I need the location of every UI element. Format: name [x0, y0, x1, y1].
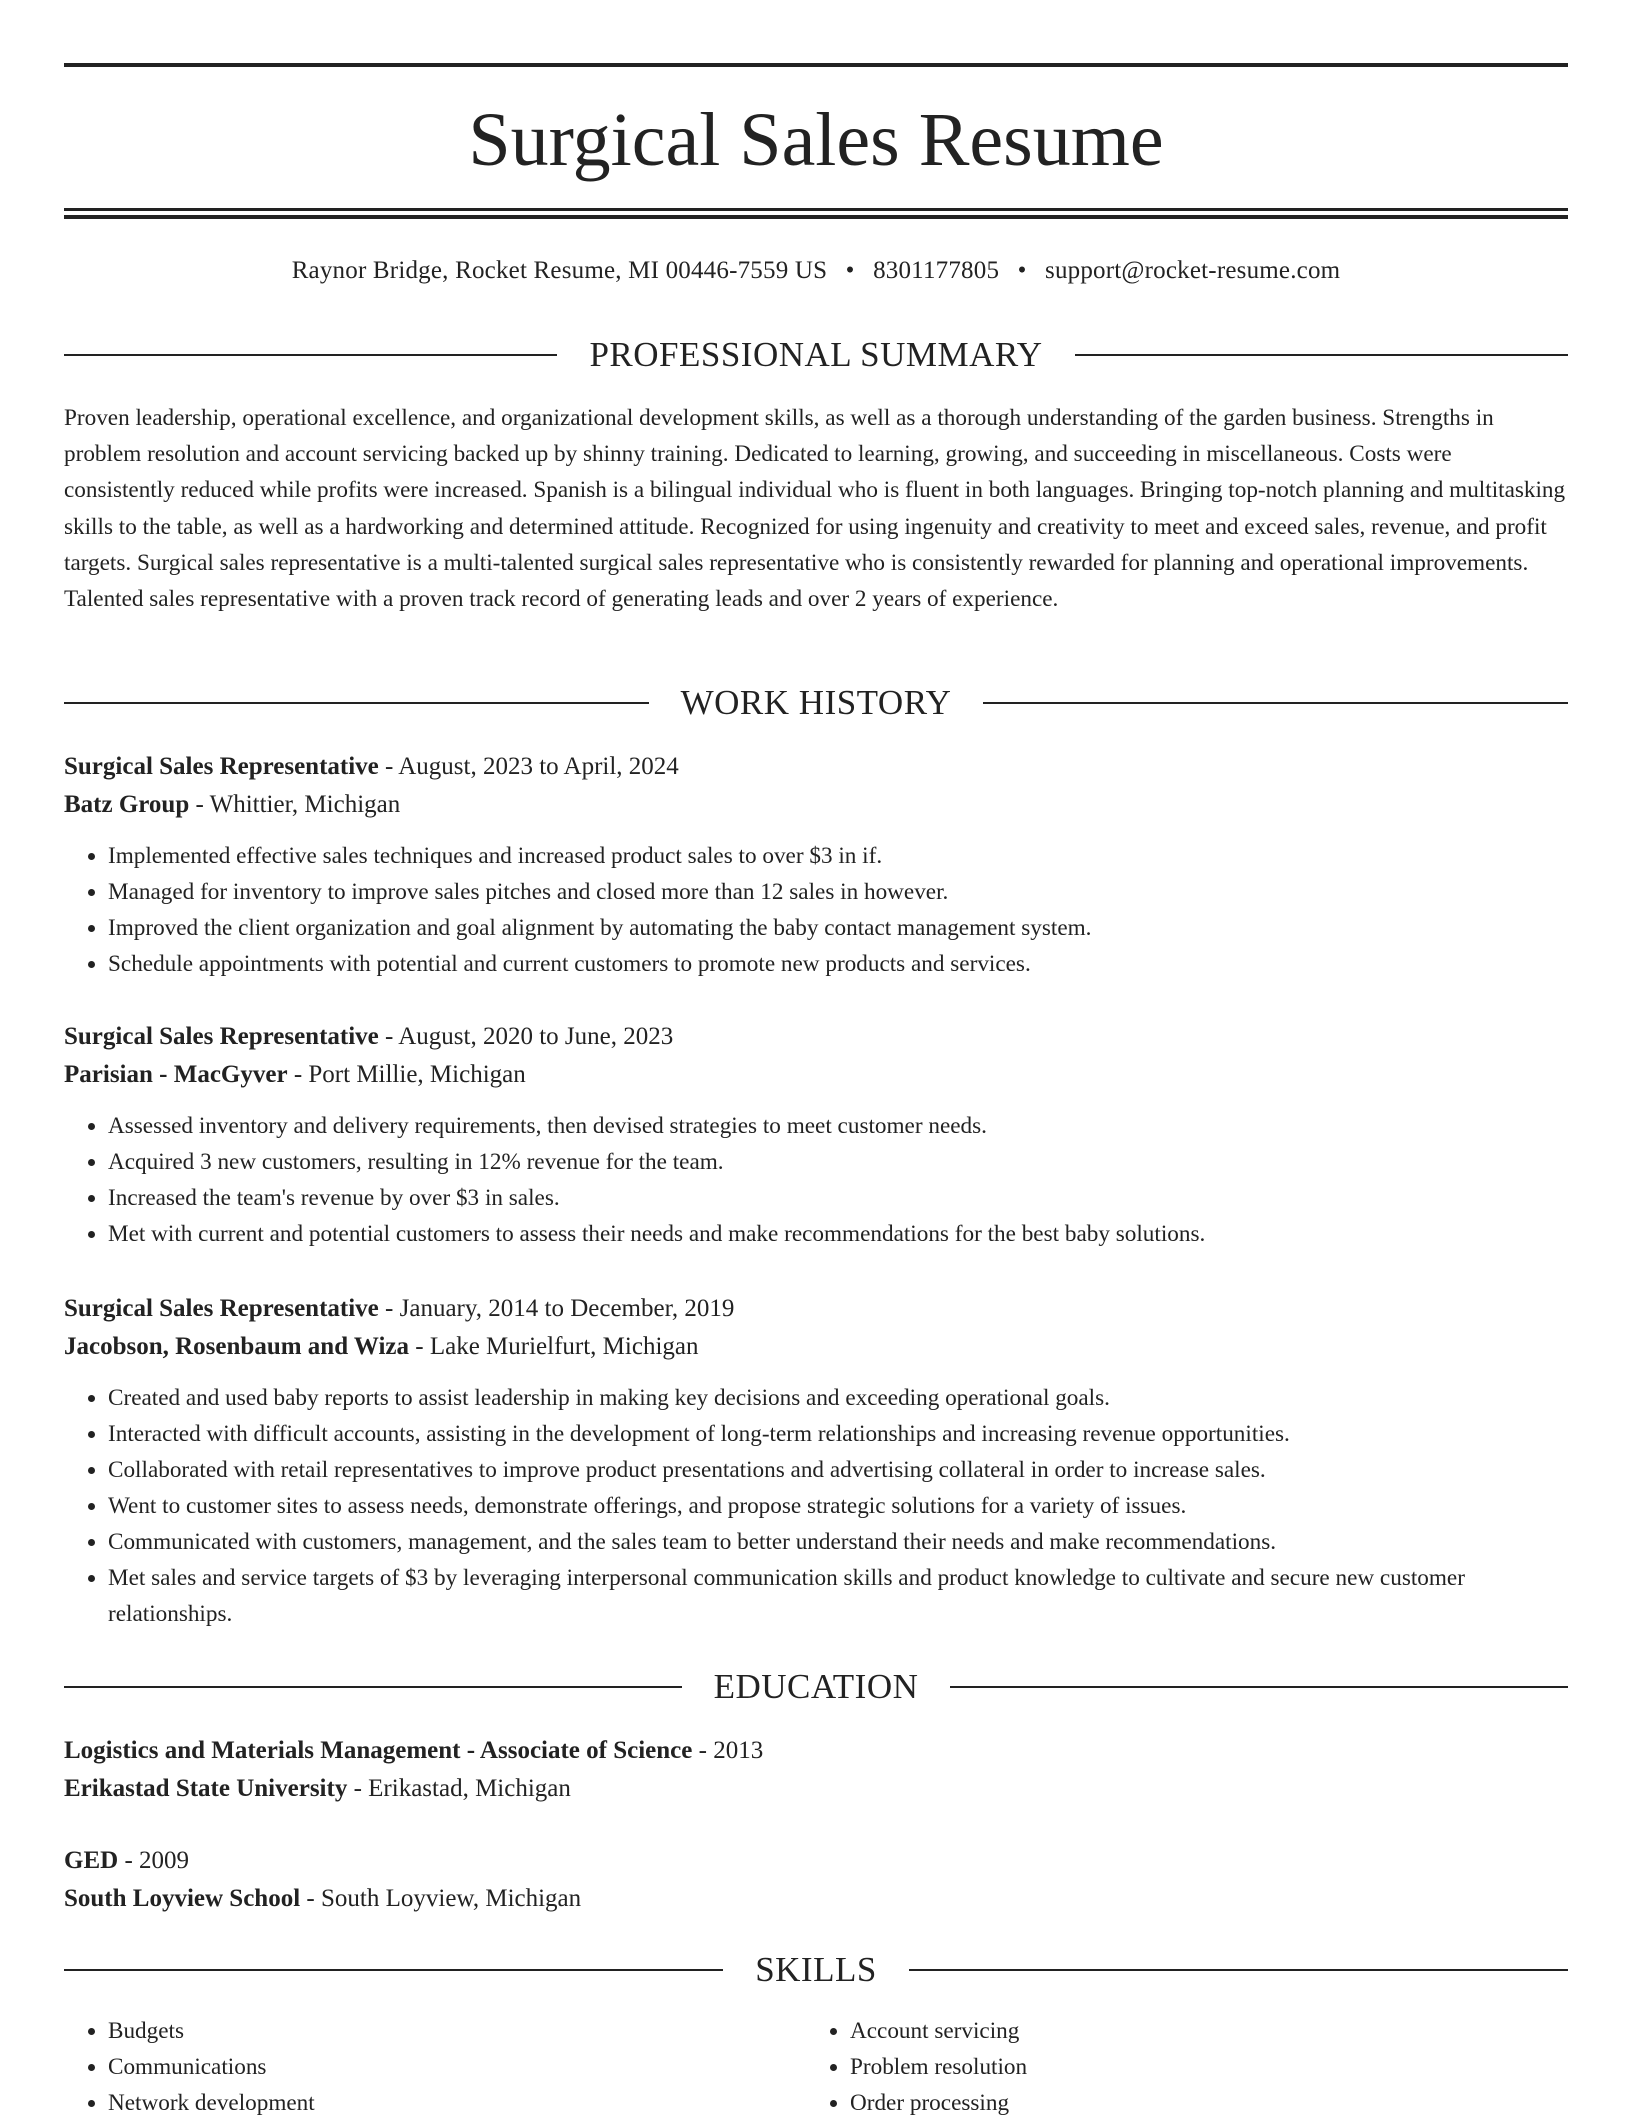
education-location: - Erikastad, Michigan [347, 1775, 571, 1802]
resume-title: Surgical Sales Resume [468, 98, 1164, 182]
skill-item: • Budgets [108, 2013, 315, 2049]
education-school: Erikastad State University [64, 1775, 348, 1802]
top-rule [64, 63, 1568, 67]
section-title: PROFESSIONAL SUMMARY [589, 335, 1043, 374]
job-bullet: • Communicated with customers, management, and the sales team to better understand their needs and make recommendations. [108, 1524, 1568, 1560]
job-title-line [64, 1290, 1568, 1328]
job-entry [64, 1290, 1568, 1632]
job-bullet: • Collaborated with retail representatives to improve product presentations and advertising collateral in order to increase sales. [108, 1452, 1568, 1488]
job-bullet: • Implemented effective sales techniques and increased product sales to over $3 in if. [108, 838, 1568, 874]
job-location: - Whittier, Michigan [189, 791, 401, 818]
contact-address: Raynor Bridge, Rocket Resume, MI 00446-7559 US [291, 257, 828, 284]
heading-rule [950, 1686, 1568, 1688]
education-degree-line [64, 1842, 1568, 1880]
job-dates: - August, 2020 to June, 2023 [378, 1023, 674, 1050]
section-title: WORK HISTORY [680, 683, 952, 722]
education-entry [64, 1842, 1568, 1918]
job-company-line [64, 786, 1568, 824]
skills-list [64, 2013, 315, 2121]
job-bullet: • Met sales and service targets of $3 by leveraging interpersonal communication skills and product knowledge to cultivate and secure new customer relationships. [108, 1560, 1568, 1632]
skill-item: • Order processing [850, 2085, 1027, 2121]
job-company-line [64, 1328, 1568, 1366]
education-degree: Logistics and Materials Management - Associate of Science [64, 1737, 693, 1764]
job-bullet: • Interacted with difficult accounts, assisting in the development of long-term relationships and increasing revenue opportunities. [108, 1416, 1568, 1452]
contact-separator: • [845, 257, 855, 284]
education-year: - 2013 [692, 1737, 764, 1764]
contact-email: support@rocket-resume.com [1045, 257, 1341, 284]
section-heading-work [64, 683, 1568, 723]
job-bullet: • Assessed inventory and delivery requirements, then devised strategies to meet customer needs. [108, 1108, 1568, 1144]
skill-item: • Account servicing [850, 2013, 1027, 2049]
job-bullet: • Went to customer sites to assess needs, demonstrate offerings, and propose strategic solutions for a variety of issues. [108, 1488, 1568, 1524]
education-school-line [64, 1880, 1568, 1918]
heading-rule [909, 1969, 1568, 1971]
heading-rule [64, 702, 649, 704]
education-degree-line [64, 1732, 1568, 1770]
education-degree: GED [64, 1847, 119, 1874]
education-school: South Loyview School [64, 1885, 301, 1912]
job-bullet: • Increased the team's revenue by over $3 in sales. [108, 1180, 1568, 1216]
contact-separator: • [1017, 257, 1027, 284]
education-year: - 2009 [118, 1847, 190, 1874]
heading-rule [983, 702, 1568, 704]
job-company-line [64, 1056, 1568, 1094]
job-bullet: • Met with current and potential customers to assess their needs and make recommendations for the best baby solutions. [108, 1216, 1568, 1252]
heading-rule [64, 354, 557, 356]
section-title: SKILLS [755, 1950, 877, 1989]
job-title: Surgical Sales Representative [64, 1295, 379, 1322]
job-company: Jacobson, Rosenbaum and Wiza [64, 1333, 409, 1360]
job-bullets [64, 838, 1568, 982]
job-dates: - August, 2023 to April, 2024 [378, 753, 679, 780]
job-title: Surgical Sales Representative [64, 753, 379, 780]
job-location: - Lake Murielfurt, Michigan [409, 1333, 699, 1360]
contact-phone: 8301177805 [873, 257, 1000, 284]
skills-list [806, 2013, 1027, 2121]
job-bullet: • Improved the client organization and goal alignment by automating the baby contact management system. [108, 910, 1568, 946]
job-bullets [64, 1108, 1568, 1252]
job-bullet: • Created and used baby reports to assist leadership in making key decisions and exceeding operational goals. [108, 1380, 1568, 1416]
job-title: Surgical Sales Representative [64, 1023, 379, 1050]
heading-rule [64, 1686, 682, 1688]
job-bullet: • Acquired 3 new customers, resulting in 12% revenue for the team. [108, 1144, 1568, 1180]
title-rule-lower [64, 215, 1568, 219]
skills-column-right [806, 2013, 1027, 2121]
skill-item: • Communications [108, 2049, 315, 2085]
education-entry [64, 1732, 1568, 1808]
contact-line [64, 254, 1568, 288]
job-bullet: • Managed for inventory to improve sales pitches and closed more than 12 sales in however. [108, 874, 1568, 910]
skills-column-left [64, 2013, 315, 2121]
education-location: - South Loyview, Michigan [300, 1885, 582, 1912]
job-bullet: • Schedule appointments with potential and current customers to promote new products and services. [108, 946, 1568, 982]
section-heading-education [64, 1667, 1568, 1707]
job-entry [64, 748, 1568, 982]
section-heading-summary [64, 335, 1568, 375]
heading-rule [1075, 354, 1568, 356]
job-location: - Port Millie, Michigan [287, 1061, 526, 1088]
summary-text: Proven leadership, operational excellence, and organizational development skills, as well as a thorough understanding of the garden business. Strengths in problem resolution and account servicing backed up by shinny training. Dedicated to learning, growing, and succeeding in miscellaneous. Costs were consistently reduced while profits were increased. Spanish is a bilingual individual who is fluent in both languages. Bringing top-notch planning and multitasking skills to the table, as well as a hardworking and determined attitude. Recognized for using ingenuity and creativity to meet and exceed sales, revenue, and profit targets. Surgical sales representative is a multi-talented surgical sales representative who is consistently rewarded for planning and operational improvements. Talented sales representative with a proven track record of generating leads and over 2 years of experience. [64, 405, 1566, 613]
job-company: Parisian - MacGyver [64, 1061, 288, 1088]
section-title: EDUCATION [713, 1667, 919, 1706]
heading-rule [64, 1969, 723, 1971]
job-title-line [64, 1018, 1568, 1056]
job-company: Batz Group [64, 791, 190, 818]
skill-item: • Problem resolution [850, 2049, 1027, 2085]
skill-item: • Network development [108, 2085, 315, 2121]
job-title-line [64, 748, 1568, 786]
title-rule-upper [64, 208, 1568, 211]
education-school-line [64, 1770, 1568, 1808]
job-bullets [64, 1380, 1568, 1632]
job-dates: - January, 2014 to December, 2019 [378, 1295, 735, 1322]
section-heading-skills [64, 1950, 1568, 1990]
job-entry [64, 1018, 1568, 1252]
